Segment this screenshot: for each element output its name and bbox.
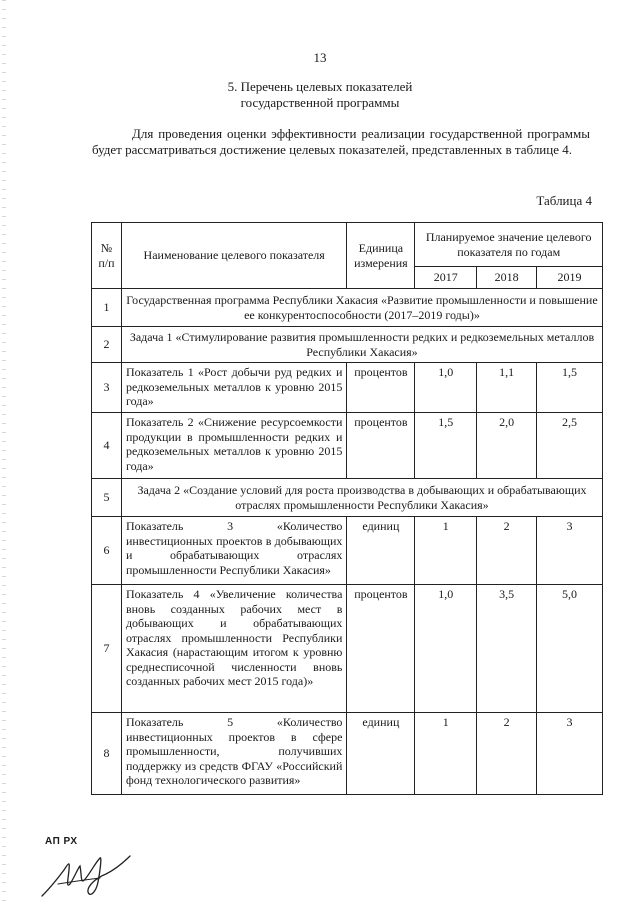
- row-value-2017: 1: [415, 517, 477, 585]
- table-body: [92, 289, 603, 795]
- indicators-table: [91, 222, 603, 795]
- row-value-2018: 3,5: [477, 585, 537, 713]
- section-title: [0, 79, 640, 111]
- row-unit: единиц: [347, 713, 415, 795]
- header-num: № п/п: [92, 223, 122, 289]
- intro-paragraph: [92, 126, 590, 158]
- row-unit: процентов: [347, 413, 415, 479]
- row-number: 4: [92, 413, 122, 479]
- header-year-2017: 2017: [415, 267, 477, 289]
- section-title-line2: государственной программы: [240, 95, 400, 110]
- row-indicator-name: Показатель 2 «Снижение ресурсоемкости продукции в промышленности редких и редкоземельных металлов к уровню 2015 года»: [121, 413, 346, 479]
- row-section-title: Задача 2 «Создание условий для роста производства в добывающих и обрабатывающих отраслях промышленности Республики Хакасия»: [121, 479, 602, 517]
- row-value-2018: 2,0: [477, 413, 537, 479]
- row-number: 8: [92, 713, 122, 795]
- row-value-2018: 2: [477, 713, 537, 795]
- row-indicator-name: Показатель 5 «Количество инвестиционных проектов в сфере промышленности, получивших поддержку из средств ФГАУ «Российский фонд технологического развития»: [121, 713, 346, 795]
- row-number: 6: [92, 517, 122, 585]
- row-indicator-name: Показатель 3 «Количество инвестиционных проектов в добывающих и обрабатывающих отраслях промышленности Республики Хакасия»: [121, 517, 346, 585]
- page-number: 13: [313, 50, 327, 65]
- table-row: [92, 363, 603, 413]
- row-indicator-name: Показатель 1 «Рост добычи руд редких и редкоземельных металлов к уровню 2015 года»: [121, 363, 346, 413]
- row-value-2017: 1,0: [415, 363, 477, 413]
- row-number: 1: [92, 289, 122, 327]
- header-year-2019: 2019: [537, 267, 603, 289]
- row-unit: единиц: [347, 517, 415, 585]
- header-year-2018: 2018: [477, 267, 537, 289]
- table-row: [92, 289, 603, 327]
- row-value-2018: 2: [477, 517, 537, 585]
- row-number: 2: [92, 327, 122, 363]
- header-unit: Единица измерения: [347, 223, 415, 289]
- header-planned: Планируемое значение целевого показателя по годам: [415, 223, 603, 267]
- table-row: [92, 327, 603, 363]
- table-label: Таблица 4: [536, 193, 592, 208]
- row-value-2017: 1,0: [415, 585, 477, 713]
- row-number: 7: [92, 585, 122, 713]
- table-row: [92, 517, 603, 585]
- table-row: [92, 585, 603, 713]
- scan-edge-dots: [2, 0, 6, 905]
- row-value-2019: 2,5: [537, 413, 603, 479]
- row-unit: процентов: [347, 585, 415, 713]
- row-value-2018: 1,1: [477, 363, 537, 413]
- header-name: Наименование целевого показателя: [121, 223, 346, 289]
- table-header: [92, 223, 603, 289]
- row-value-2017: 1,5: [415, 413, 477, 479]
- row-value-2017: 1: [415, 713, 477, 795]
- row-value-2019: 3: [537, 713, 603, 795]
- row-indicator-name: Показатель 4 «Увеличение количества вновь созданных рабочих мест в добывающих и обрабатывающих отраслях промышленности Республики Хакасия (нарастающим итогом к уровню среднесписочной численности вновь созданных рабочих мест 2015 года)»: [121, 585, 346, 713]
- row-unit: процентов: [347, 363, 415, 413]
- section-title-line1: 5. Перечень целевых показателей: [227, 79, 413, 94]
- row-number: 3: [92, 363, 122, 413]
- handwritten-signature: [40, 848, 135, 903]
- table-row: [92, 713, 603, 795]
- intro-text: Для проведения оценки эффективности реализации государственной программы будет рассматриваться достижение целевых показателей, представленных в таблице 4.: [92, 126, 590, 157]
- row-section-title: Государственная программа Республики Хакасия «Развитие промышленности и повышение ее конкурентоспособности (2017–2019 годы)»: [121, 289, 602, 327]
- row-section-title: Задача 1 «Стимулирование развития промышленности редких и редкоземельных металлов Республики Хакасия»: [121, 327, 602, 363]
- approval-stamp: АП РХ: [45, 836, 78, 847]
- table-row: [92, 413, 603, 479]
- row-value-2019: 1,5: [537, 363, 603, 413]
- row-value-2019: 5,0: [537, 585, 603, 713]
- table-row: [92, 479, 603, 517]
- row-number: 5: [92, 479, 122, 517]
- row-value-2019: 3: [537, 517, 603, 585]
